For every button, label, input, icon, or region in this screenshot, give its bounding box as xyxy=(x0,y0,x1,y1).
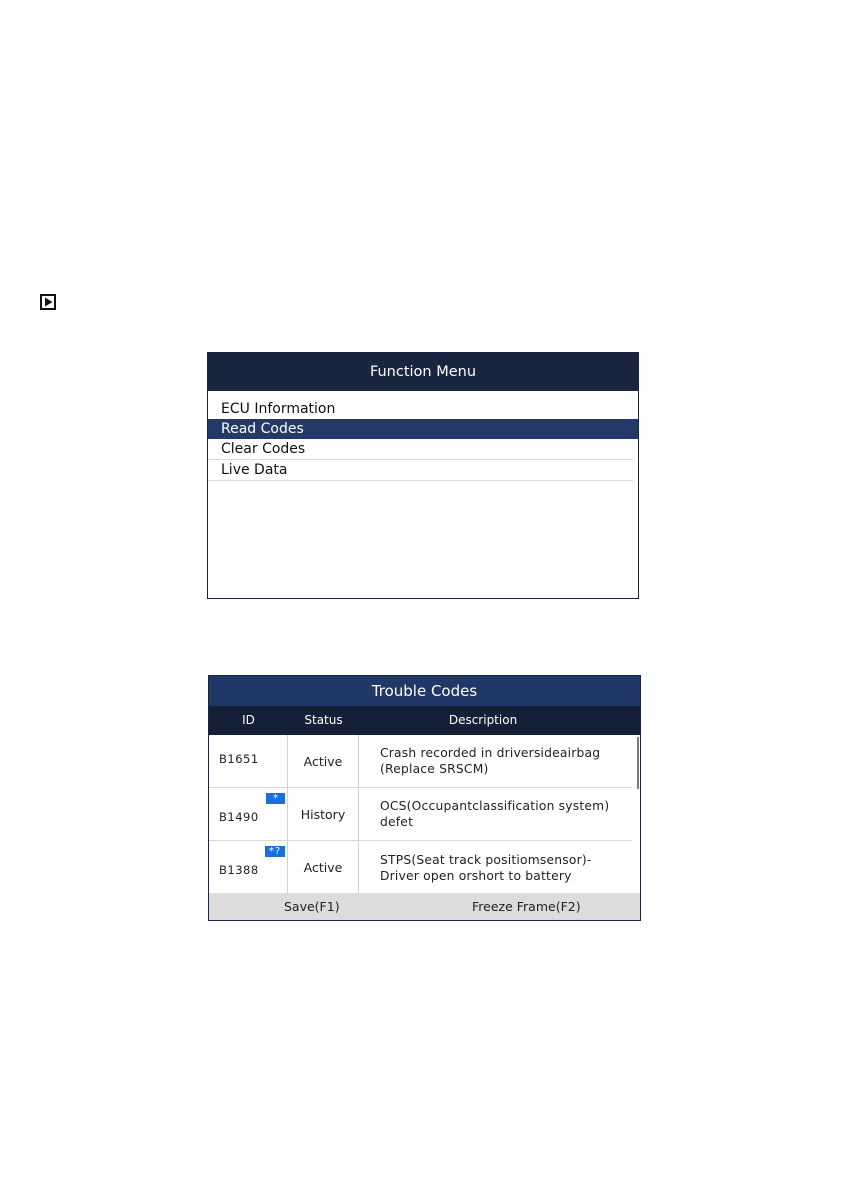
code-id: B1651 xyxy=(219,752,259,766)
column-header-row xyxy=(209,706,640,735)
description-line-1: OCS(Occupantclassification system) xyxy=(380,799,610,813)
trouble-codes-title: Trouble Codes xyxy=(209,676,640,706)
column-header-description: Description xyxy=(448,713,518,727)
description-line-2: Driver open orshort to battery xyxy=(380,868,572,883)
function-menu-screen xyxy=(207,352,639,599)
description-line-1: STPS(Seat track positiomsensor)- xyxy=(380,852,592,867)
description-cell xyxy=(380,735,630,787)
menu-item-read-codes[interactable]: Read Codes xyxy=(208,419,638,439)
code-cell xyxy=(209,788,288,840)
menu-item-live-data[interactable]: Live Data xyxy=(208,460,633,481)
function-menu-list xyxy=(208,399,638,481)
description-cell xyxy=(380,841,630,894)
table-row[interactable] xyxy=(209,735,632,788)
status-cell: History xyxy=(288,788,359,840)
function-menu-title: Function Menu xyxy=(208,353,638,391)
history-badge-icon: * xyxy=(266,793,285,804)
column-header-id: ID xyxy=(242,713,255,727)
code-id: B1388 xyxy=(219,863,259,877)
status-cell: Active xyxy=(288,735,359,787)
trouble-codes-screen xyxy=(208,675,641,921)
code-cell xyxy=(209,841,288,894)
menu-item-clear-codes[interactable]: Clear Codes xyxy=(208,439,633,460)
play-bullet-icon xyxy=(40,294,56,310)
description-cell xyxy=(380,788,630,840)
description-line-2: (Replace SRSCM) xyxy=(380,762,489,776)
function-key-bar xyxy=(209,893,640,920)
scrollbar[interactable] xyxy=(637,737,639,789)
column-header-status: Status xyxy=(304,713,343,727)
code-id: B1490 xyxy=(219,810,259,824)
menu-item-ecu-information[interactable]: ECU Information xyxy=(221,401,336,417)
pending-badge-icon: *? xyxy=(265,846,285,857)
status-cell: Active xyxy=(288,841,359,894)
table-row[interactable] xyxy=(209,841,632,894)
code-cell xyxy=(209,735,288,787)
table-row[interactable] xyxy=(209,788,632,841)
freeze-frame-button[interactable]: Freeze Frame(F2) xyxy=(472,899,581,914)
save-button[interactable]: Save(F1) xyxy=(284,899,340,914)
description-line-2: defet xyxy=(380,815,414,829)
description-line-1: Crash recorded in driversideairbag xyxy=(380,746,601,760)
trouble-codes-list[interactable] xyxy=(209,735,640,893)
